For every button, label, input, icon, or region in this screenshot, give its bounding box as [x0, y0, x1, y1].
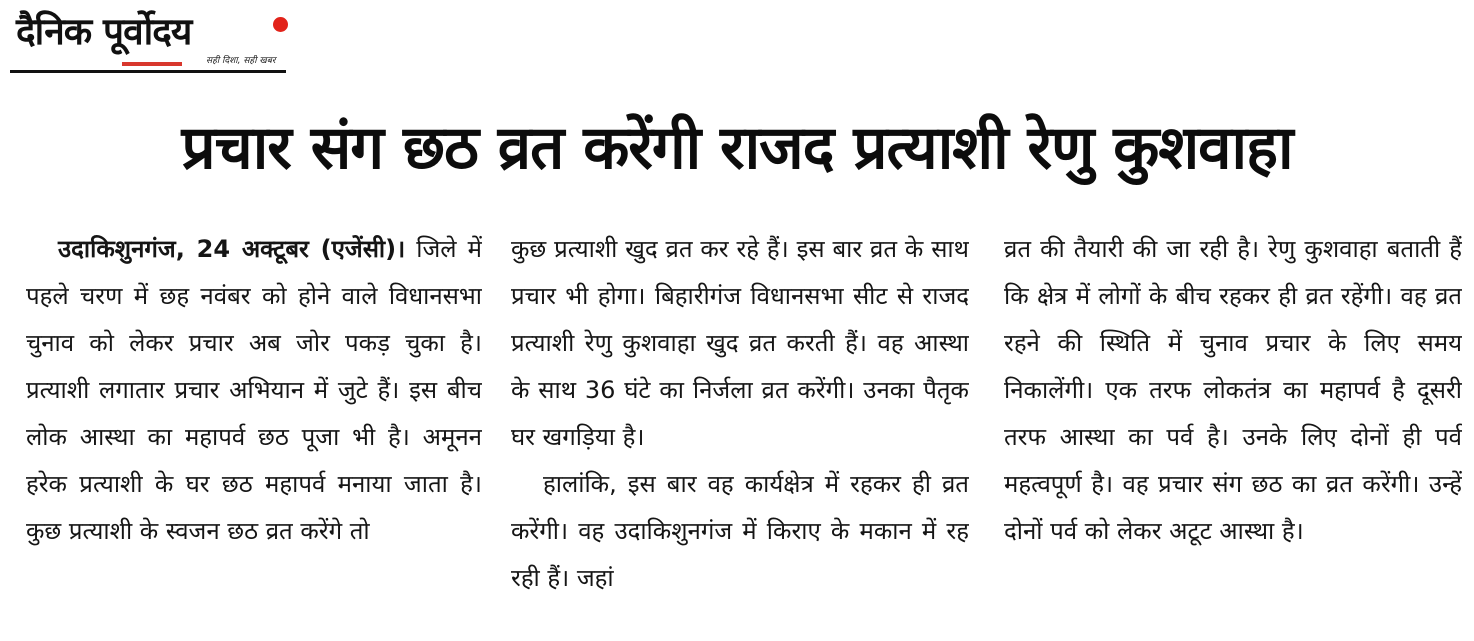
article-column-2 — [511, 226, 969, 641]
dateline: उदाकिशुनगंज, 24 अक्टूबर (एजेंसी)। — [58, 235, 406, 263]
newspaper-logo: दैनिक पूर्वोदय — [16, 10, 192, 53]
logo-red-dot-icon — [273, 17, 288, 32]
masthead-tagline: सही दिशा, सही खबर — [206, 56, 276, 66]
article-column-3 — [1004, 226, 1462, 641]
masthead — [10, 4, 286, 74]
article-headline: प्रचार संग छठ व्रत करेंगी राजद प्रत्याशी रेणु कुशवाहा — [181, 113, 1293, 183]
masthead-rule — [10, 70, 286, 73]
masthead-red-strip — [122, 62, 182, 66]
article-paragraph: हालांकि, इस बार वह कार्यक्षेत्र में रहकर ही व्रत करेंगी। वह उदाकिशुनगंज में किराए के मकान में रह रही हैं। जहां — [511, 470, 969, 592]
article-paragraph — [26, 226, 482, 555]
paragraph-text: जिले में पहले चरण में छह नवंबर को होने वाले विधानसभा चुनाव को लेकर प्रचार अब जोर पकड़ चुका है। प्रत्याशी लगातार प्रचार अभियान में जुटे हैं। इस बीच लोक आस्था का महापर्व छठ पूजा भी है। अमूनन हरेक प्रत्याशी के घर छठ महापर्व मनाया जाता है। कुछ प्रत्याशी के स्वजन छठ व्रत करेंगे तो — [26, 235, 482, 545]
article-column-1 — [26, 226, 482, 641]
article-paragraph: कुछ प्रत्याशी खुद व्रत कर रहे हैं। इस बार व्रत के साथ प्रचार भी होगा। बिहारीगंज विधानसभा सीट से राजद प्रत्याशी रेणु कुशवाहा खुद व्रत करती हैं। वह आस्था के साथ 36 घंटे का निर्जला व्रत करेंगी। उनका पैतृक घर खगड़िया है। — [511, 235, 969, 451]
article-paragraph: व्रत की तैयारी की जा रही है। रेणु कुशवाहा बताती हैं कि क्षेत्र में लोगों के बीच रहकर ही व्रत रहेंगी। वह व्रत रहने की स्थिति में चुनाव प्रचार के लिए समय निकालेंगी। एक तरफ लोकतंत्र का महापर्व है दूसरी तरफ आस्था का पर्व है। उनके लिए दोनों ही पर्व महत्वपूर्ण है। वह प्रचार संग छठ का व्रत करेंगी। उन्हें दोनों पर्व को लेकर अटूट आस्था है। — [1004, 235, 1462, 545]
